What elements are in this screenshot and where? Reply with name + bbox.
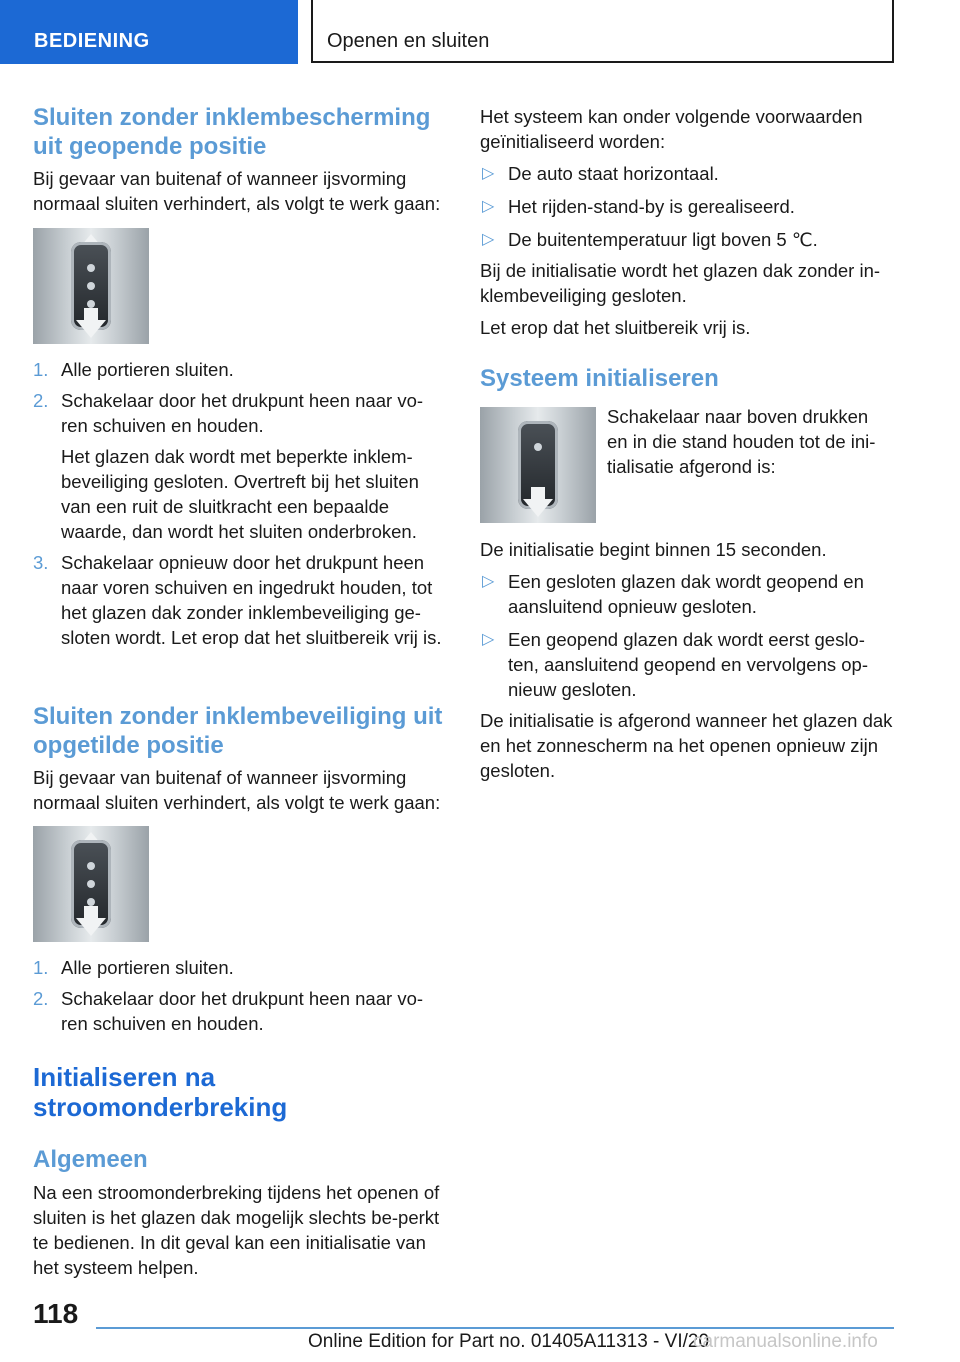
list-item: 1. Alle portieren sluiten.	[33, 359, 234, 380]
section1-steps	[33, 357, 443, 650]
list-item: 1. Alle portieren sluiten.	[33, 957, 234, 978]
system-init-heading: Systeem initialiseren	[480, 365, 719, 392]
switch-image	[33, 826, 149, 942]
list-item: 2. Schakelaar door het drukpunt heen naar vo-ren schuiven en houden.	[33, 988, 424, 1034]
init-steps	[480, 569, 890, 702]
list-item: ▷ Een geopend glazen dak wordt eerst geslo-ten, aansluitend geopend en vervolgens op-nieuw gesloten.	[482, 629, 868, 700]
chapter-title: Openen en sluiten	[327, 30, 490, 52]
section1-intro: Bij gevaar van buitenaf of wanneer ijsvorming normaal sluiten verhindert, als volgt te werk gaan:	[33, 168, 441, 214]
paragraph: De initialisatie is afgerond wanneer het glazen dak en het zonnescherm na het openen opnieuw zijn gesloten.	[480, 710, 893, 781]
bullet-triangle-icon: ▷	[482, 573, 495, 590]
arrow-down-icon	[76, 320, 106, 338]
edition-text: Online Edition for Part no. 01405A11313 - VI/20	[308, 1331, 710, 1352]
switch-image	[33, 228, 149, 344]
system-init-text: Schakelaar naar boven drukken en in die stand houden tot de ini-tialisatie afgerond is:	[607, 406, 876, 477]
bullet-triangle-icon: ▷	[482, 198, 495, 215]
paragraph: Bij de initialisatie wordt het glazen dak zonder in-klembeveiliging gesloten.	[480, 260, 881, 306]
section2-intro: Bij gevaar van buitenaf of wanneer ijsvorming normaal sluiten verhindert, als volgt te werk gaan:	[33, 767, 441, 813]
watermark: carmanualsonline.info	[693, 1331, 878, 1352]
section-tab	[0, 0, 298, 64]
page-number: 118	[33, 1298, 79, 1329]
bullet-triangle-icon: ▷	[482, 165, 495, 182]
footer-rule	[96, 1327, 894, 1329]
paragraph: De initialisatie begint binnen 15 seconden.	[480, 539, 827, 560]
step-note: Het glazen dak wordt met beperkte inklem-beveiliging gesloten. Overtreft bij het sluiten van een ruit de sluitkracht een bepaalde waarde, dan wordt het sluiten onderbroken.	[61, 446, 419, 542]
section2-heading: Sluiten zonder inklembeveiliging uit opgetilde positie	[33, 703, 443, 759]
switch-image	[480, 407, 596, 523]
list-item: ▷ De auto staat horizontaal.	[482, 163, 719, 184]
section3-text: Na een stroomonderbreking tijdens het openen of sluiten is het glazen dak mogelijk slechts be-perkt te bedienen. In dit geval kan een initialisatie van het systeem helpen.	[33, 1182, 440, 1278]
chapter-tab	[311, 0, 894, 63]
section-title: BEDIENING	[34, 30, 150, 52]
bullet-triangle-icon: ▷	[482, 231, 495, 248]
section3-subheading: Algemeen	[33, 1146, 148, 1173]
paragraph: Let erop dat het sluitbereik vrij is.	[480, 317, 751, 338]
list-item: ▷ Een gesloten glazen dak wordt geopend en aansluitend opnieuw gesloten.	[482, 571, 864, 617]
conditions-list	[480, 161, 890, 252]
section3-heading: Initialiseren na stroomonderbreking	[33, 1062, 288, 1122]
arrow-down-icon	[76, 918, 106, 936]
section1-heading: Sluiten zonder inklembescherming uit geopende positie	[33, 104, 431, 160]
arrow-down-icon	[523, 499, 553, 517]
list-item: ▷ Het rijden-stand-by is gerealiseerd.	[482, 196, 795, 217]
list-item: 3. Schakelaar opnieuw door het drukpunt heen naar voren schuiven en ingedrukt houden, tot het glazen dak zonder inklembeveiliging ge-sloten wordt. Let erop dat het sluitbereik vrij is.	[33, 552, 442, 648]
list-item: ▷ De buitentemperatuur ligt boven 5 ℃.	[482, 229, 818, 250]
list-item: 2. Schakelaar door het drukpunt heen naar vo-ren schuiven en houden. Het glazen dak wordt met beperkte inklem-beveiliging gesloten. Overtreft bij het sluiten van een ruit de sluitkracht een bepaalde waarde, dan wordt het sluiten onderbroken.	[33, 388, 443, 544]
bullet-triangle-icon: ▷	[482, 631, 495, 648]
section2-steps	[33, 955, 443, 1036]
conditions-intro: Het systeem kan onder volgende voorwaarden geïnitialiseerd worden:	[480, 106, 863, 152]
